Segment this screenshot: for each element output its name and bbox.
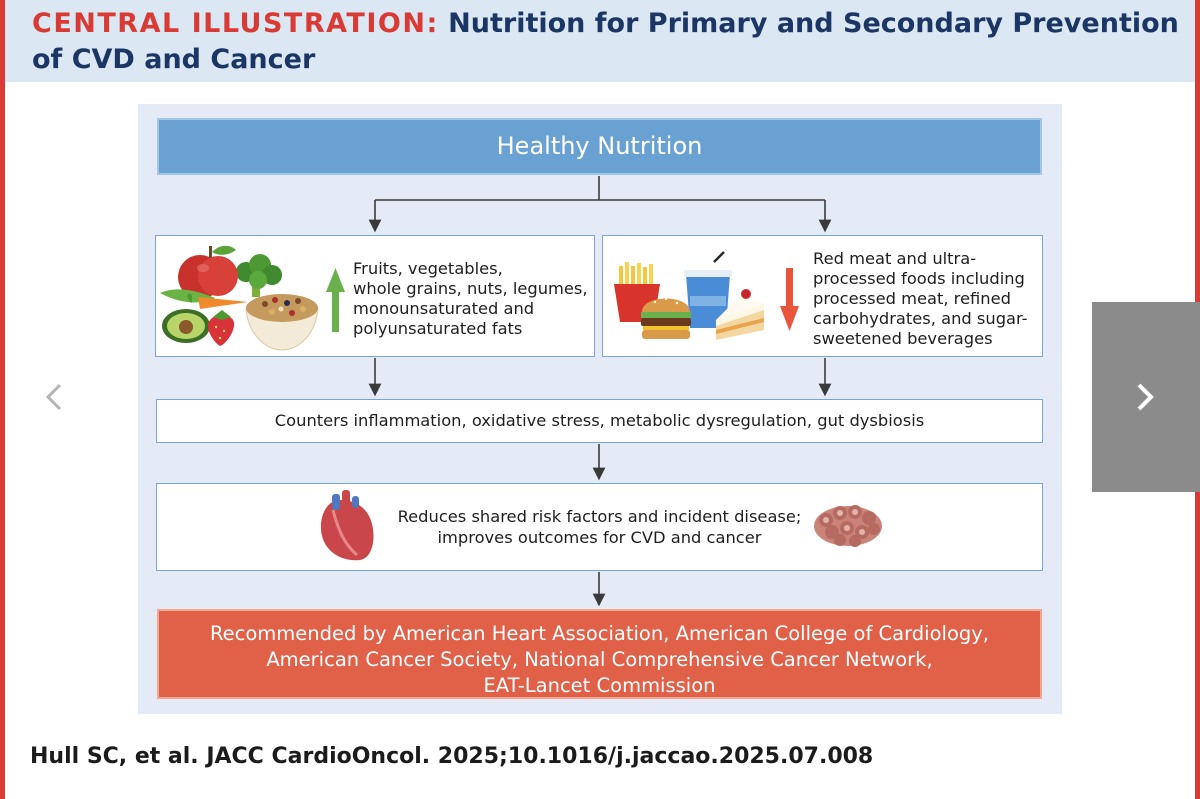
- broccoli-icon: [236, 254, 282, 297]
- recommendation-line: Recommended by American Heart Association, American College of Cardiology,: [209, 622, 989, 645]
- decrease-arrow-icon: [780, 268, 799, 331]
- panel-down-arrows: [375, 358, 825, 390]
- grain-bowl-icon: [246, 294, 318, 350]
- unhealthy-foods-line: Red meat and ultra-: [813, 249, 977, 268]
- split-connector: [375, 176, 825, 226]
- burger-icon: [641, 298, 691, 339]
- healthy-nutrition-label: Healthy Nutrition: [496, 132, 703, 160]
- title-main: Nutrition for Primary and Secondary Prevention of CVD and Cancer: [32, 8, 1179, 75]
- avocado-icon: [162, 309, 210, 343]
- increase-arrow-icon: [326, 268, 345, 332]
- recommendation-line: American Cancer Society, National Comprehensive Cancer Network,: [266, 648, 933, 671]
- unhealthy-foods-line: sweetened beverages: [813, 329, 993, 348]
- healthy-foods-line: polyunsaturated fats: [353, 319, 523, 338]
- cancer-cells-icon: [814, 505, 882, 547]
- citation: Hull SC, et al. JACC CardioOncol. 2025;10.1016/j.jaccao.2025.07.008: [30, 744, 874, 769]
- outcomes-line: improves outcomes for CVD and cancer: [437, 528, 762, 547]
- mechanisms-text: Counters inflammation, oxidative stress, metabolic dysregulation, gut dysbiosis: [274, 411, 925, 430]
- heart-icon: [321, 490, 374, 560]
- healthy-foods-line: Fruits, vegetables,: [353, 259, 503, 278]
- unhealthy-foods-line: carbohydrates, and sugar-: [813, 309, 1028, 328]
- unhealthy-foods-line: processed meat, refined: [813, 289, 1011, 308]
- chevron-left-icon: [30, 370, 75, 425]
- title-prefix: CENTRAL ILLUSTRATION:: [32, 8, 439, 39]
- healthy-foods-line: whole grains, nuts, legumes,: [353, 279, 588, 298]
- previous-slide-button[interactable]: [30, 370, 75, 425]
- unhealthy-foods-illustration: [614, 252, 764, 340]
- strawberry-icon: [208, 310, 234, 346]
- unhealthy-foods-line: processed foods including: [813, 269, 1025, 288]
- healthy-foods-illustration: [160, 246, 318, 350]
- healthy-foods-line: monounsaturated and: [353, 299, 535, 318]
- recommendation-line: EAT-Lancet Commission: [483, 674, 716, 697]
- outcomes-line: Reduces shared risk factors and incident disease;: [397, 507, 802, 526]
- chevron-right-icon: [1092, 302, 1200, 492]
- next-slide-button[interactable]: [1092, 302, 1200, 492]
